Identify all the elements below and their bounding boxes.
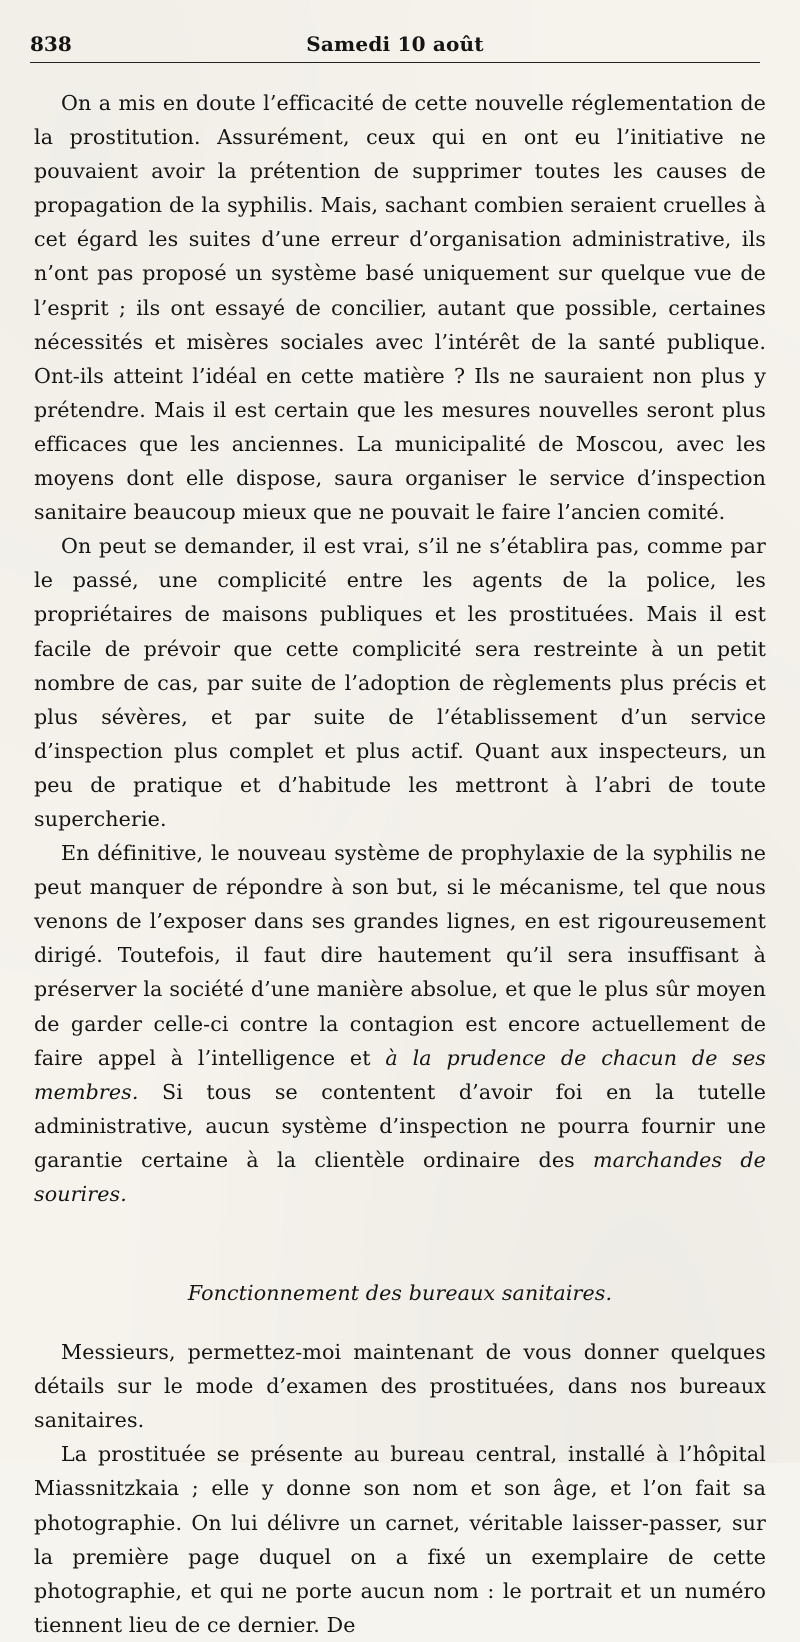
section-paragraph-2: La prostituée se présente au bureau central, installé à l’hôpital Miassnitzkaia ; elle y donne son nom et son âge, et l’on fait sa photographie. On lui délivre un carnet, véritable laisser-passer, sur la première page duquel on a fixé un exemplaire de cette photographie, et qui ne porte aucun nom : le portrait et un numéro tiennent lieu de ce dernier. De: [34, 1442, 766, 1637]
paragraph-3: [34, 836, 766, 1211]
section-paragraph-1: Messieurs, permettez-moi maintenant de vous donner quelques détails sur le mode d’examen des prostituées, dans nos bureaux sanitaires.: [34, 1340, 766, 1433]
page-number: 838: [30, 32, 72, 56]
paragraph-3-text-1: En définitive, le nouveau système de prophylaxie de la syphilis ne peut manquer de répondre à son but, si le mécanisme, tel que nous venons de l’exposer dans ses grandes lignes, en est rigoureusement dirigé. Toutefois, il faut dire hautement qu’il sera insuffisant à préserver la société d’une manière absolue, et que le plus sûr moyen de garder celle-ci contre la contagion est encore actuellement de faire appel à l’intelligence et: [34, 841, 766, 1070]
italic-phrase-prudence: à la prudence de chacun de ses membres.: [34, 1045, 766, 1104]
italic-phrase-sourires: marchandes de sourires.: [34, 1147, 766, 1206]
main-text: [34, 86, 766, 1642]
paragraph-3-text-2: Si tous se contentent d’avoir foi en la tutelle administrative, aucun système d’inspection ne pourra fournir une garantie certaine à la clientèle ordinaire des: [34, 1079, 766, 1172]
paragraph-1: On a mis en doute l’efficacité de cette nouvelle réglementation de la prostitution. Assurément, ceux qui en ont eu l’initiative ne pouvaient avoir la prétention de supprimer toutes les causes de propagation de la syphilis. Mais, sachant combien seraient cruelles à cet égard les suites d’une erreur d’organisation administrative, ils n’ont pas proposé un système basé uniquement sur quelque vue de l’esprit ; ils ont essayé de concilier, autant que possible, certaines nécessités et misères sociales avec l’intérêt de la santé publique. Ont-ils atteint l’idéal en cette matière ? Ils ne sauraient non plus y prétendre. Mais il est certain que les mesures nouvelles seront plus efficaces que les anciennes. La municipalité de Moscou, avec les moyens dont elle dispose, saura organiser le service d’inspection sanitaire beaucoup mieux que ne pouvait le faire l’ancien comité.: [34, 91, 766, 525]
paragraph-2: On peut se demander, il est vrai, s’il ne s’établira pas, comme par le passé, une complicité entre les agents de la police, les propriétaires de maisons publiques et les prostituées. Mais il est facile de prévoir que cette complicité sera restreinte à un petit nombre de cas, par suite de l’adoption de règlements plus précis et plus sévères, et par suite de l’établissement d’un service d’inspection plus complet et plus actif. Quant aux inspecteurs, un peu de pratique et d’habitude les mettront à l’abri de toute supercherie.: [34, 534, 766, 831]
page-header: [30, 32, 760, 63]
running-head: Samedi 10 août: [306, 32, 484, 56]
section-heading: Fonctionnement des bureaux sanitaires.: [187, 1281, 613, 1306]
